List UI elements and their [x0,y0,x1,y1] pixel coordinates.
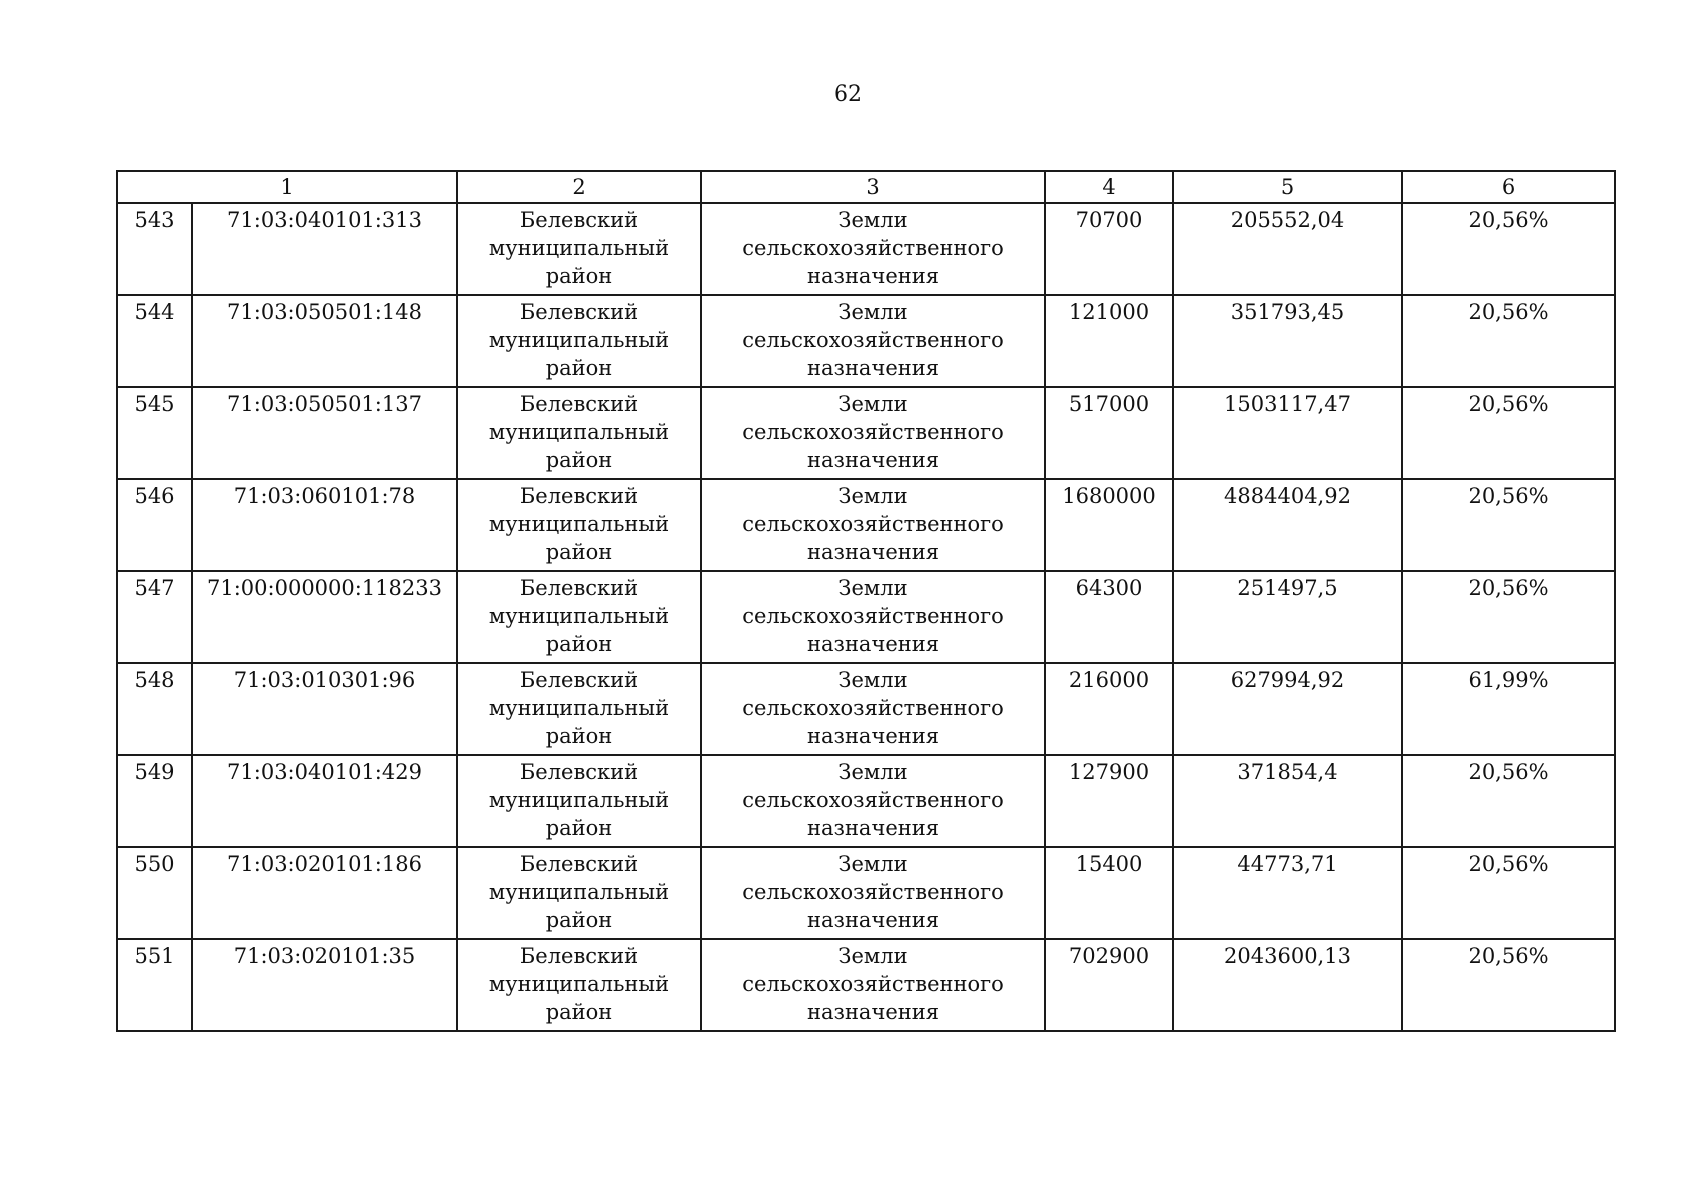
rate: 61,99% [1402,663,1615,755]
cadastral-cost: 4884404,92 [1173,479,1402,571]
municipality: Белевский муниципальный район [457,847,701,939]
area: 702900 [1045,939,1173,1031]
cadastral-number: 71:03:040101:313 [192,203,457,295]
table-row [117,295,1615,387]
area: 517000 [1045,387,1173,479]
cadastral-cost: 2043600,13 [1173,939,1402,1031]
cadastral-cost: 371854,4 [1173,755,1402,847]
cadastral-number: 71:03:020101:35 [192,939,457,1031]
column-number-1: 1 [117,171,457,203]
land-category: Земли сельскохозяйственного назначения [701,571,1045,663]
land-category: Земли сельскохозяйственного назначения [701,847,1045,939]
municipality: Белевский муниципальный район [457,939,701,1031]
row-number: 550 [117,847,192,939]
municipality: Белевский муниципальный район [457,479,701,571]
column-number-2: 2 [457,171,701,203]
column-number-3: 3 [701,171,1045,203]
area: 216000 [1045,663,1173,755]
area: 64300 [1045,571,1173,663]
column-number-6: 6 [1402,171,1615,203]
table-row [117,203,1615,295]
cadastral-number: 71:03:050501:137 [192,387,457,479]
land-category: Земли сельскохозяйственного назначения [701,387,1045,479]
rate: 20,56% [1402,847,1615,939]
table-row [117,755,1615,847]
land-category: Земли сельскохозяйственного назначения [701,939,1045,1031]
cadastral-cost: 1503117,47 [1173,387,1402,479]
cadastral-cost: 627994,92 [1173,663,1402,755]
area: 15400 [1045,847,1173,939]
cadastral-number: 71:03:050501:148 [192,295,457,387]
column-number-4: 4 [1045,171,1173,203]
row-number: 548 [117,663,192,755]
rate: 20,56% [1402,387,1615,479]
rate: 20,56% [1402,755,1615,847]
land-category: Земли сельскохозяйственного назначения [701,479,1045,571]
area: 121000 [1045,295,1173,387]
land-category: Земли сельскохозяйственного назначения [701,663,1045,755]
municipality: Белевский муниципальный район [457,663,701,755]
rate: 20,56% [1402,295,1615,387]
land-category: Земли сельскохозяйственного назначения [701,203,1045,295]
cadastral-number: 71:00:000000:118233 [192,571,457,663]
row-number: 544 [117,295,192,387]
municipality: Белевский муниципальный район [457,755,701,847]
table-row [117,939,1615,1031]
land-category: Земли сельскохозяйственного назначения [701,755,1045,847]
row-number: 547 [117,571,192,663]
area: 1680000 [1045,479,1173,571]
column-number-5: 5 [1173,171,1402,203]
table-row [117,847,1615,939]
cadastral-number: 71:03:040101:429 [192,755,457,847]
table-row [117,571,1615,663]
row-number: 549 [117,755,192,847]
municipality: Белевский муниципальный район [457,295,701,387]
land-category: Земли сельскохозяйственного назначения [701,295,1045,387]
cadastral-number: 71:03:010301:96 [192,663,457,755]
page-number: 62 [834,82,862,107]
area: 70700 [1045,203,1173,295]
cadastral-number: 71:03:020101:186 [192,847,457,939]
cadastral-cost: 44773,71 [1173,847,1402,939]
row-number: 551 [117,939,192,1031]
table-row [117,663,1615,755]
rate: 20,56% [1402,479,1615,571]
cadastral-number: 71:03:060101:78 [192,479,457,571]
rate: 20,56% [1402,203,1615,295]
cadastral-cost: 205552,04 [1173,203,1402,295]
row-number: 543 [117,203,192,295]
row-number: 546 [117,479,192,571]
cadastral-cost: 351793,45 [1173,295,1402,387]
column-number-row [117,171,1615,203]
municipality: Белевский муниципальный район [457,203,701,295]
table-row [117,479,1615,571]
rate: 20,56% [1402,939,1615,1031]
cadastral-cost: 251497,5 [1173,571,1402,663]
rate: 20,56% [1402,571,1615,663]
municipality: Белевский муниципальный район [457,571,701,663]
land-registry-table [116,170,1616,1032]
table-row [117,387,1615,479]
area: 127900 [1045,755,1173,847]
municipality: Белевский муниципальный район [457,387,701,479]
row-number: 545 [117,387,192,479]
